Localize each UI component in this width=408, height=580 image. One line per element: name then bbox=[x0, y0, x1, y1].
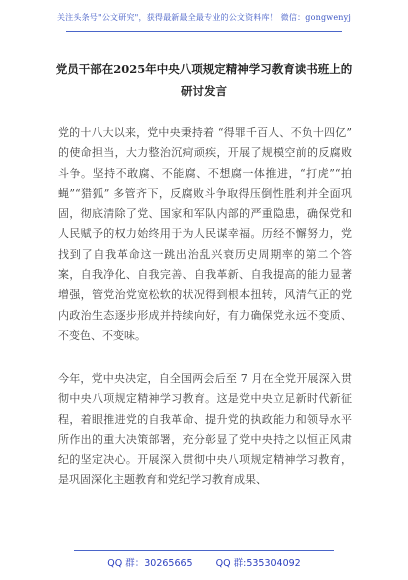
title-line-2: 研讨发言 bbox=[181, 84, 227, 98]
document-title bbox=[40, 58, 368, 102]
footer-qq-group-1: QQ 群：30265665 bbox=[107, 558, 193, 569]
footer-qq-group-2: QQ 群:535304092 bbox=[215, 558, 301, 569]
paragraph-2: 今年，党中央决定，自全国两会后至 7 月在全党开展深入贯彻中央八项规定精神学习教育。这是党中央立足新时代新征程，着眼推进党的自我革命、提升党的执政能力和领导水平所作出的重大决策部署，充分彰显了党中央持之以恒正风肃纪的坚定决心。开展深入贯彻中央八项规定精神学习教育，是巩固深化主题教育和党纪学习教育成果、 bbox=[58, 372, 352, 487]
title-line-1: 党员干部在2025年中央八项规定精神学习教育读书班上的 bbox=[55, 62, 353, 76]
footer bbox=[0, 555, 408, 569]
paragraph-1: 党的十八大以来，党中央秉持着 “得罪千百人、不负十四亿” 的使命担当，大力整治沉疴顽疾，开展了规模空前的反腐败斗争。坚持不敢腐、不能腐、不想腐一体推进，“打虎”“拍蝇”“猎狐” 多管齐下，反腐败斗争取得压倒性胜利并全面巩固，彻底清除了党、国家和军队内部的严重隐患，确保党和人民赋予的权力始终用于为人民谋幸福。历经不懈努力，党找到了自我革命这一跳出治乱兴衰历史周期率的第二个答案，自我净化、自我完善、自我革新、自我提高的能力显著增强，管党治党宽松软的状况得到根本扭转，风清气正的党内政治生态逐步形成并持续向好，有力确保党永远不变质、不变色、不变味。 bbox=[58, 126, 352, 342]
header-divider bbox=[66, 31, 342, 32]
footer-divider bbox=[74, 550, 334, 551]
header-note: 关注头条号"公文研究"，获得最新最全最专业的公文资料库！ 微信：gongwenyj bbox=[56, 13, 352, 22]
